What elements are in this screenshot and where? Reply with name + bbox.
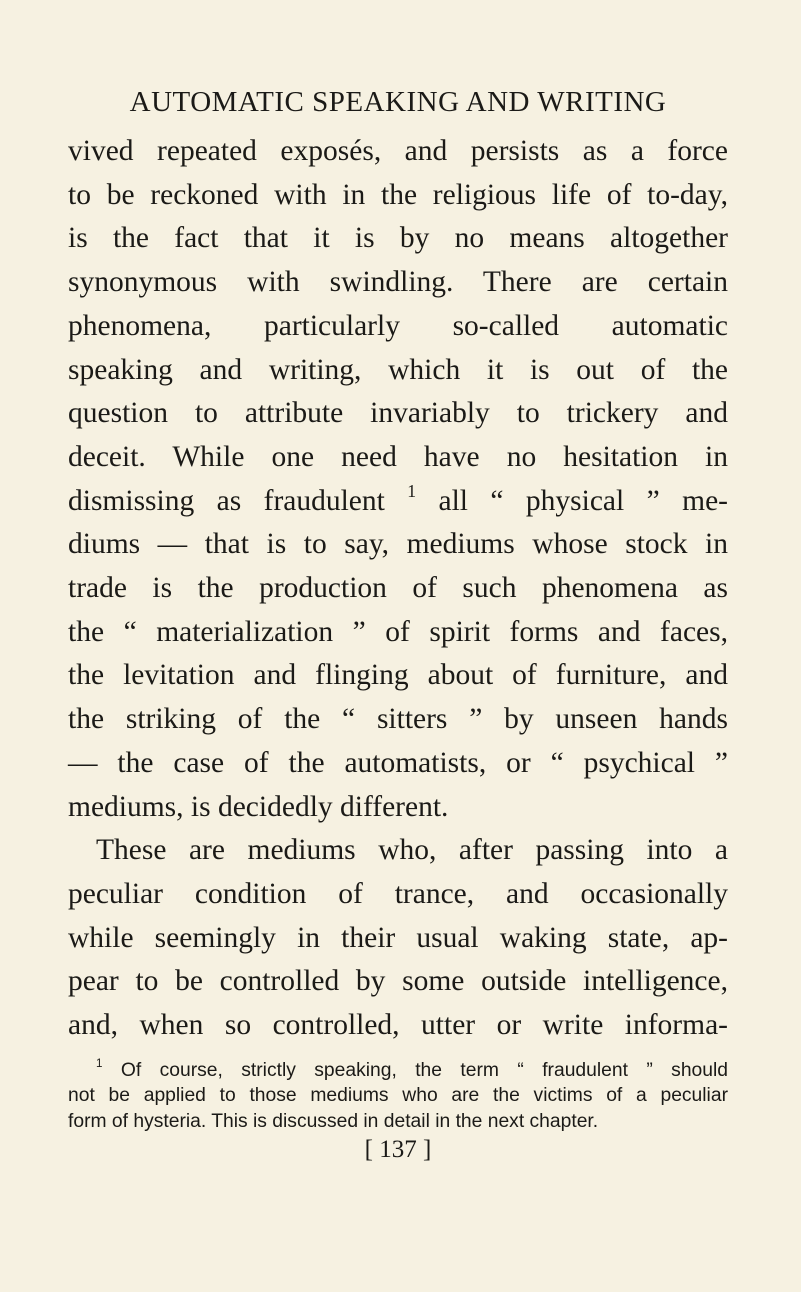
text-line: the striking of the “ sitters ” by unseen hands (68, 703, 728, 736)
text-fragment: dismissing as fraudulent (68, 484, 385, 517)
text-line: deceit. While one need have no hesitation in (68, 440, 728, 473)
book-page (68, 82, 728, 1166)
text-line: trade is the production of such phenomena as (68, 572, 728, 605)
text-line: to be reckoned with in the religious life of to-day, (68, 178, 728, 211)
footnote-marker: 1 (96, 1058, 103, 1071)
text-line: vived repeated exposés, and persists as a force (68, 135, 728, 167)
footnote-line (68, 1058, 728, 1084)
text-line: is the fact that it is by no means altogether (68, 222, 728, 255)
text-line-with-footnote-ref (68, 480, 728, 524)
footnote-reference: 1 (407, 481, 417, 502)
text-line: mediums, is decidedly different. (68, 790, 449, 823)
text-line: the levitation and flinging about of furniture, and (68, 659, 728, 692)
footnote-text: Of course, strictly speaking, the term “ fraudulent ” should (102, 1059, 728, 1081)
footnote (68, 1058, 728, 1135)
footnote-line: form of hysteria. This is discussed in detail in the next chapter. (68, 1110, 599, 1132)
text-line: These are mediums who, after passing into a (96, 834, 728, 867)
text-line: the “ materialization ” of spirit forms and faces, (68, 615, 728, 648)
paragraph-2 (68, 829, 728, 1048)
footnote-line: not be applied to those mediums who are the victims of a peculiar (68, 1085, 728, 1107)
text-line: synonymous with swindling. There are certain (68, 266, 728, 299)
text-line: pear to be controlled by some outside intelligence, (68, 965, 728, 998)
text-line: while seemingly in their usual waking state, ap- (68, 921, 728, 954)
text-line: phenomena, particularly so-called automatic (68, 309, 728, 342)
text-line: question to attribute invariably to trickery and (68, 397, 728, 430)
text-line: peculiar condition of trance, and occasionally (68, 877, 728, 910)
text-line: and, when so controlled, utter or write informa- (68, 1009, 728, 1042)
page-number: [ 137 ] (364, 1136, 432, 1164)
text-fragment: all “ physical ” me- (416, 484, 728, 517)
text-line: — the case of the automatists, or “ psychical ” (68, 746, 728, 779)
running-head: AUTOMATIC SPEAKING AND WRITING (129, 86, 667, 118)
paragraph-1 (68, 130, 728, 829)
text-line: diums — that is to say, mediums whose stock in (68, 528, 728, 561)
text-line: speaking and writing, which it is out of the (68, 353, 728, 386)
